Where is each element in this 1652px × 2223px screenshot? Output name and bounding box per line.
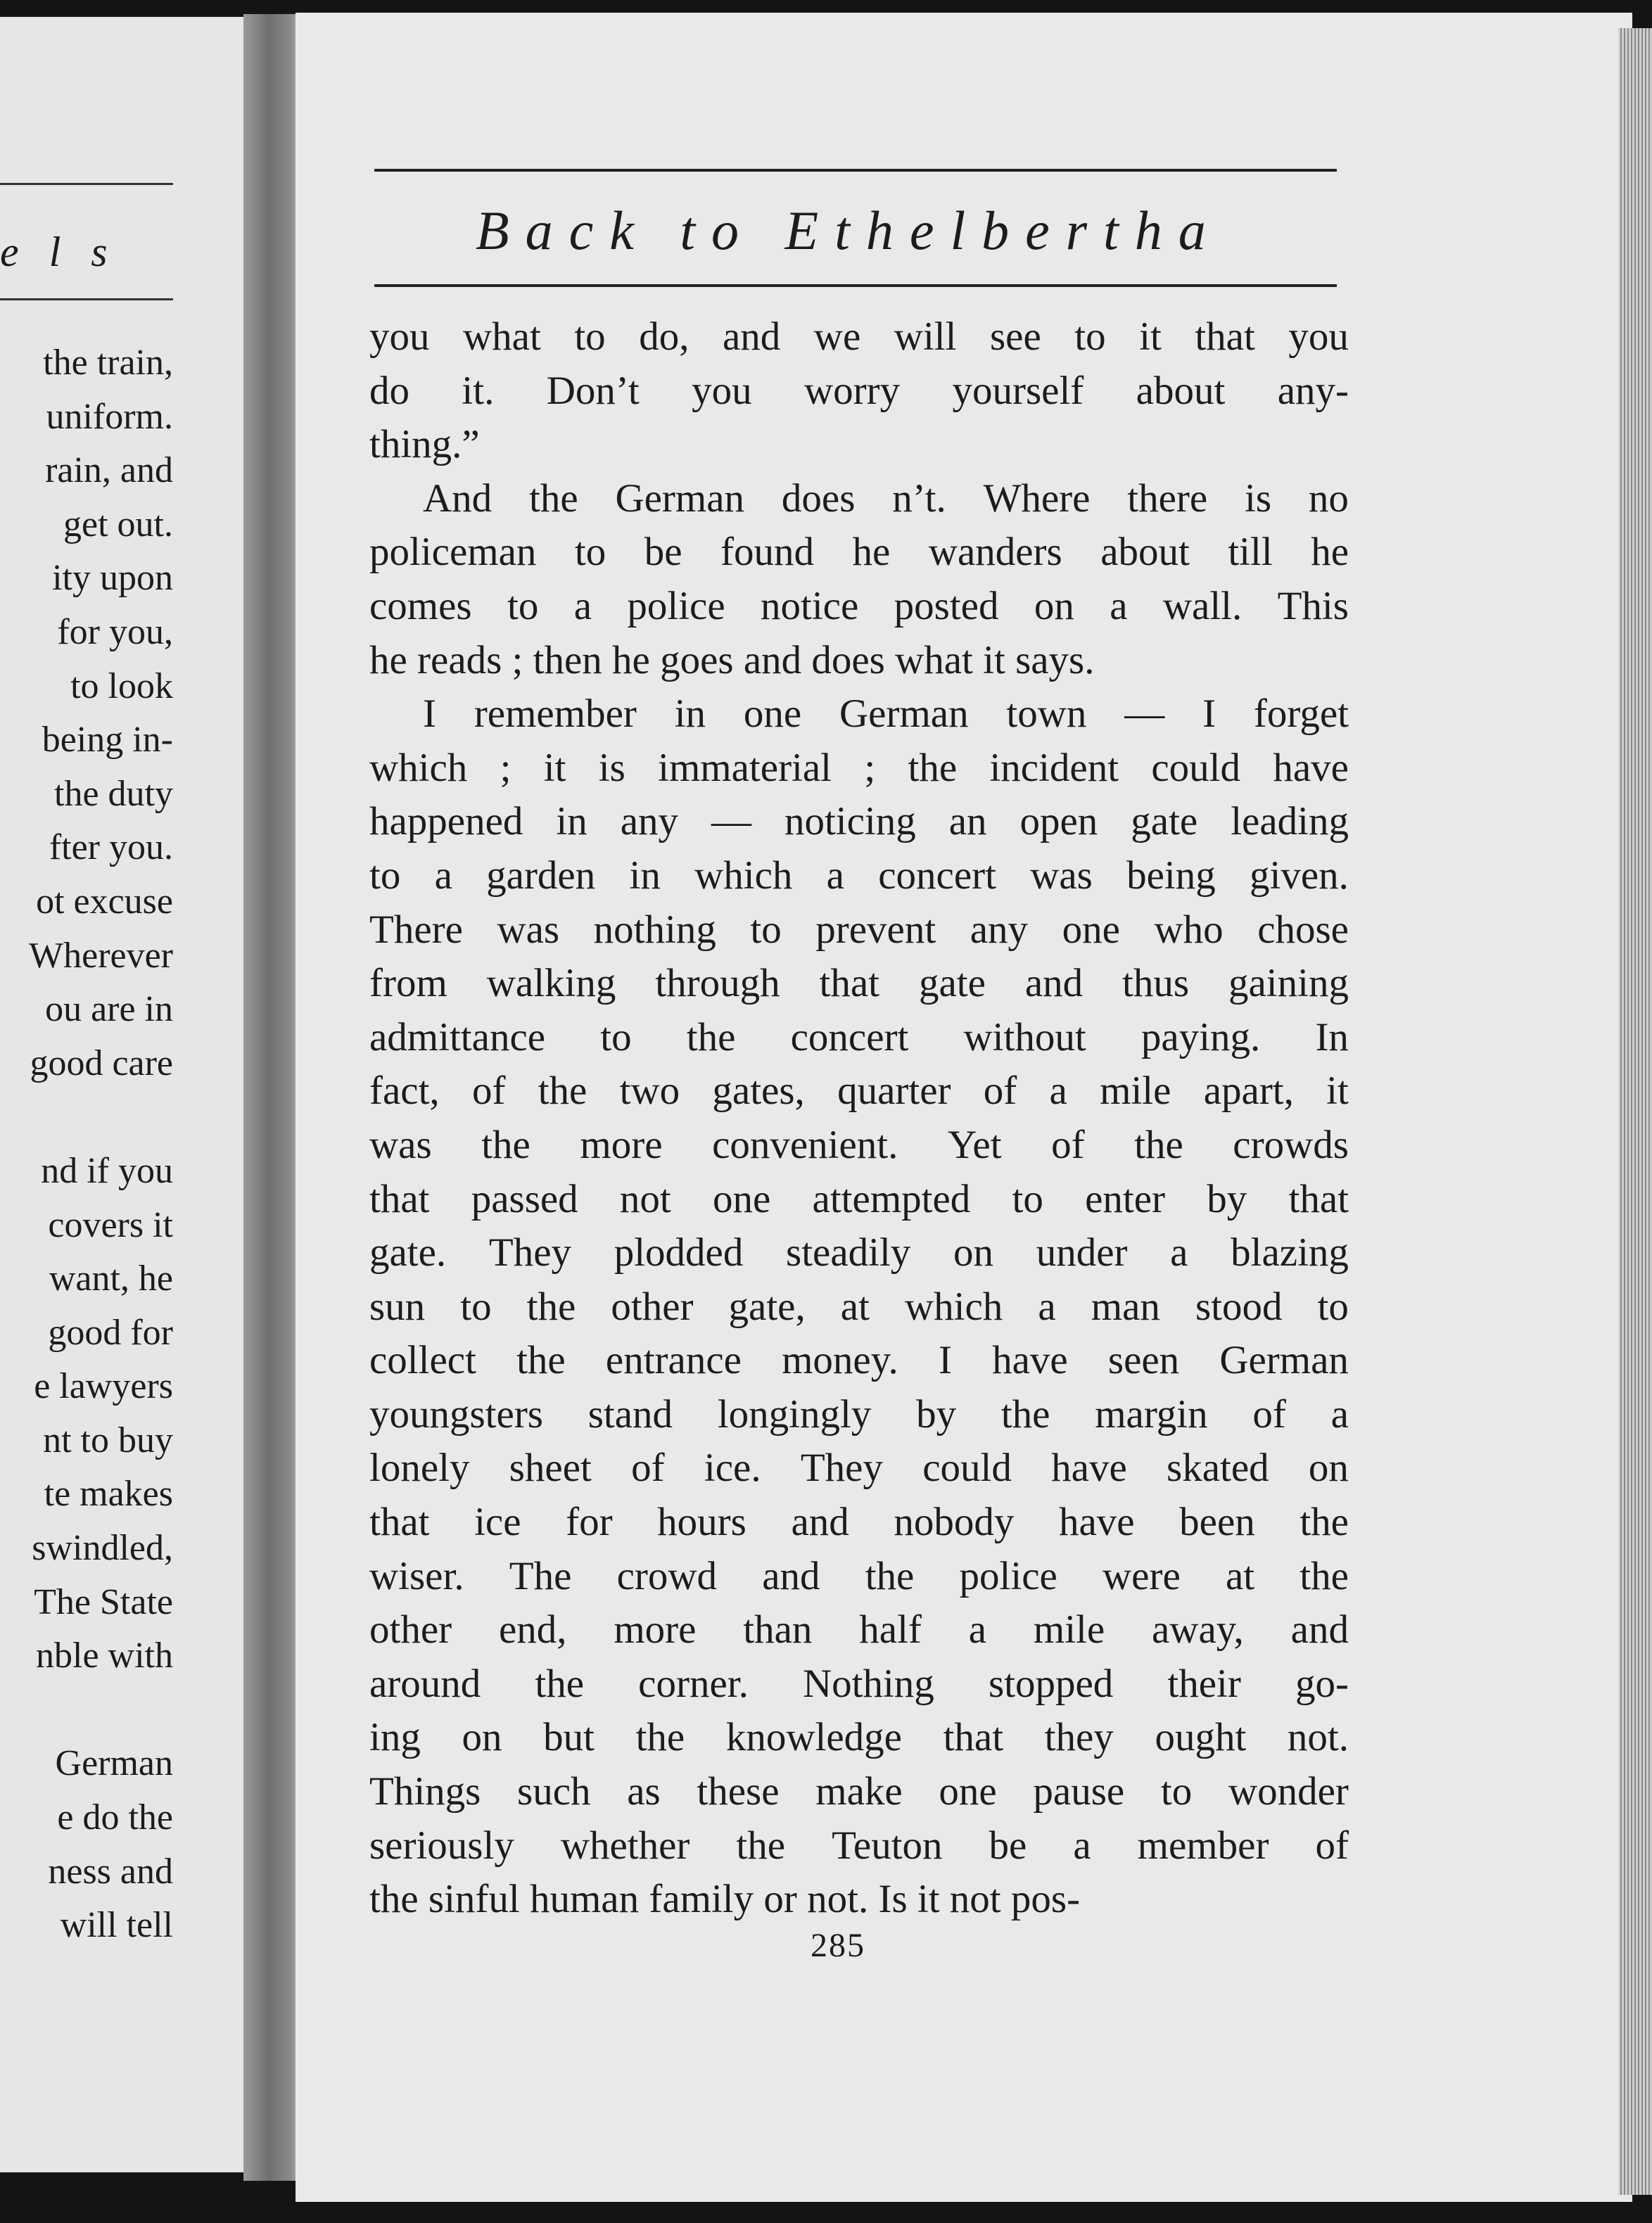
left-text-line: ot excuse bbox=[36, 881, 173, 922]
left-text-line: for you, bbox=[57, 611, 173, 652]
text-line: comes to a police notice posted on a wall. This bbox=[369, 583, 1349, 628]
paragraph bbox=[369, 687, 1349, 1927]
left-header-rule bbox=[0, 298, 173, 300]
text-line: I remember in one German town — I forget bbox=[423, 692, 1349, 737]
left-text-line: ou are in bbox=[45, 989, 173, 1030]
left-facing-page bbox=[0, 17, 262, 2172]
left-text-line: good for bbox=[48, 1312, 173, 1353]
page-edges bbox=[1618, 28, 1652, 2195]
left-text-line: ity upon bbox=[52, 558, 173, 599]
left-text-line: to look bbox=[70, 665, 173, 706]
left-text-line: e lawyers bbox=[34, 1366, 173, 1407]
left-text-line: The State bbox=[34, 1581, 173, 1622]
text-line: thing.” bbox=[369, 422, 480, 467]
text-line: you what to do, and we will see to it that you bbox=[369, 314, 1349, 359]
text-line: fact, of the two gates, quarter of a mile apart, it bbox=[369, 1069, 1349, 1114]
left-text-line: nd if you bbox=[41, 1150, 173, 1191]
text-line: happened in any — noticing an open gate leading bbox=[369, 799, 1349, 844]
text-line: lonely sheet of ice. They could have skated on bbox=[369, 1446, 1349, 1491]
text-line: sun to the other gate, at which a man stood to bbox=[369, 1284, 1349, 1329]
text-line: Things such as these make one pause to wonder bbox=[369, 1769, 1349, 1814]
text-line: that passed not one attempted to enter by that bbox=[369, 1176, 1349, 1221]
left-text-line: the duty bbox=[54, 773, 173, 814]
left-text-line: te makes bbox=[44, 1474, 173, 1515]
text-line: collect the entrance money. I have seen German bbox=[369, 1338, 1349, 1383]
text-line: do it. Don’t you worry yourself about any- bbox=[369, 368, 1349, 413]
text-line: that ice for hours and nobody have been the bbox=[369, 1500, 1349, 1545]
text-line: which ; it is immaterial ; the incident could have bbox=[369, 745, 1349, 790]
paragraph bbox=[369, 310, 1349, 472]
left-text-line: rain, and bbox=[45, 450, 173, 491]
text-line: And the German does n’t. Where there is no bbox=[423, 476, 1349, 521]
text-line: admittance to the concert without paying. In bbox=[369, 1014, 1349, 1059]
left-text-line: get out. bbox=[63, 504, 173, 544]
paragraph bbox=[369, 472, 1349, 687]
left-text-line: ness and bbox=[48, 1851, 173, 1892]
left-text-line: Wherever bbox=[29, 935, 173, 976]
text-line: seriously whether the Teuton be a member of bbox=[369, 1823, 1349, 1868]
running-head: Back to Ethelbertha bbox=[476, 200, 1222, 261]
left-text-line: good care bbox=[30, 1043, 173, 1083]
page-number: 285 bbox=[811, 1927, 865, 1964]
text-line: around the corner. Nothing stopped their go- bbox=[369, 1661, 1349, 1706]
left-text-line: e do the bbox=[57, 1797, 173, 1838]
text-line: wiser. The crowd and the police were at the bbox=[369, 1553, 1349, 1598]
text-line: other end, more than half a mile away, and bbox=[369, 1607, 1349, 1652]
text-line: ing on but the knowledge that they ought not. bbox=[369, 1715, 1349, 1760]
left-text-line: the train, bbox=[43, 343, 173, 383]
left-text-line: fter you. bbox=[49, 827, 173, 868]
body-text bbox=[369, 310, 1349, 1927]
top-rule bbox=[374, 169, 1337, 172]
left-page-text bbox=[29, 336, 173, 1953]
left-text-line: swindled, bbox=[32, 1528, 173, 1569]
header-rule bbox=[374, 284, 1337, 287]
left-top-rule bbox=[0, 183, 173, 185]
text-line: gate. They plodded steadily on under a blazing bbox=[369, 1230, 1349, 1275]
text-line: There was nothing to prevent any one who chose bbox=[369, 907, 1349, 952]
left-text-line: want, he bbox=[49, 1259, 173, 1299]
text-line: policeman to be found he wanders about till he bbox=[369, 530, 1349, 575]
left-text-line: being in- bbox=[42, 720, 173, 760]
text-line: to a garden in which a concert was being given. bbox=[369, 853, 1349, 898]
text-line: was the more convenient. Yet of the crowds bbox=[369, 1122, 1349, 1167]
left-text-line: covers it bbox=[48, 1204, 173, 1245]
left-text-line: nt to buy bbox=[43, 1420, 173, 1460]
left-text-line: nble with bbox=[36, 1636, 173, 1676]
left-text-line: uniform. bbox=[46, 396, 173, 437]
text-line: he reads ; then he goes and does what it says. bbox=[369, 637, 1095, 682]
left-text-line: German bbox=[55, 1743, 173, 1784]
text-line: youngsters stand longingly by the margin of a bbox=[369, 1391, 1349, 1437]
left-running-head-fragment: e l s bbox=[0, 229, 117, 275]
text-line: the sinful human family or not. Is it not pos- bbox=[369, 1877, 1081, 1922]
left-text-line: will tell bbox=[60, 1905, 173, 1946]
text-line: from walking through that gate and thus gaining bbox=[369, 961, 1349, 1006]
